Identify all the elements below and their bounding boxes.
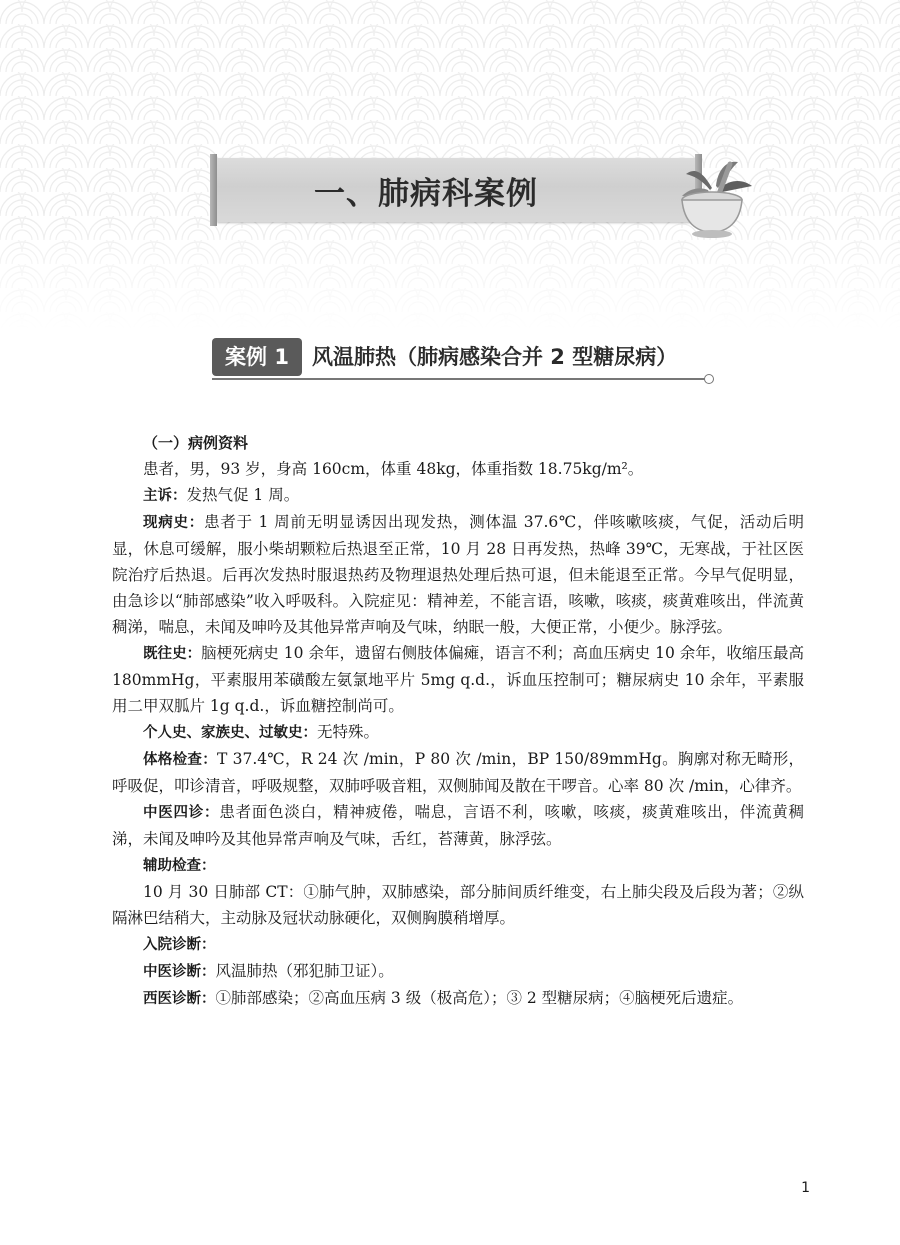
- banner-scroll-edge-left: [210, 154, 217, 226]
- page-number: 1: [801, 1180, 810, 1196]
- chief-complaint: [112, 482, 804, 509]
- past-history: [112, 640, 804, 719]
- herbal-mortar-icon: [672, 150, 762, 240]
- auxiliary-exam-heading: [112, 852, 804, 879]
- admission-diagnosis-heading: [112, 931, 804, 958]
- physical-exam: [112, 746, 804, 799]
- chief-complaint-label: 主诉：: [143, 488, 187, 504]
- past-history-label: 既往史：: [143, 646, 202, 662]
- past-history-text: 脑梗死病史 10 余年，遗留右侧肢体偏瘫，语言不利；高血压病史 10 余年，收缩压最高 180mmHg，平素服用苯磺酸左氨氯地平片 5mg q.d.，诉血压控制可；糖尿病史 10 余年，平素服用二甲双胍片 1g q.d.，诉血糖控制尚可。: [112, 644, 804, 715]
- western-diagnosis-label: 西医诊断：: [143, 991, 216, 1007]
- present-history-text: 患者于 1 周前无明显诱因出现发热，测体温 37.6℃，伴咳嗽咳痰，气促，活动后明显，休息可缓解，服小柴胡颗粒后热退至正常，10 月 28 日再发热，热峰 39℃，无寒战，于社区医院治疗后热退。后再次发热时服退热药及物理退热处理后热可退，但未能退至正常。今早气促明显，由急诊以“肺部感染”收入呼吸科。入院症见：精神差，不能言语，咳嗽，咳痰，痰黄难咳出，伴流黄稠涕，喘息，未闻及呻吟及其他异常声响及气味，纳眠一般，大便正常，小便少。脉浮弦。: [112, 513, 805, 636]
- tcm-diagnosis: [112, 958, 804, 985]
- physical-exam-label: 体格检查：: [143, 752, 218, 768]
- tcm-four-diagnosis-label: 中医四诊：: [143, 805, 220, 821]
- admission-diagnosis-label: 入院诊断：: [143, 937, 216, 953]
- personal-history-text: 无特殊。: [317, 723, 380, 741]
- case-heading: [212, 338, 712, 386]
- case-underline: [212, 378, 706, 380]
- chapter-title: 一、肺病科案例: [314, 176, 538, 212]
- chief-complaint-text: 发热气促 1 周。: [186, 486, 300, 504]
- tcm-diagnosis-label: 中医诊断：: [143, 964, 216, 980]
- section-heading: （一）病例资料: [143, 434, 249, 452]
- tcm-four-diagnosis-text: 患者面色淡白，精神疲倦，喘息，言语不利，咳嗽，咳痰，痰黄难咳出，伴流黄稠涕，未闻及呻吟及其他异常声响及气味，舌红，苔薄黄，脉浮弦。: [112, 803, 804, 848]
- chapter-banner: [217, 158, 695, 222]
- physical-exam-text: T 37.4℃，R 24 次 /min，P 80 次 /min，BP 150/89mmHg。胸廓对称无畸形，呼吸促，叩诊清音，呼吸规整，双肺呼吸音粗，双侧肺闻及散在干啰音。心率 80 次 /min，心律齐。: [112, 750, 805, 795]
- tcm-diagnosis-text: 风温肺热（邪犯肺卫证）。: [215, 962, 394, 980]
- case-underline-end-dot: [704, 374, 714, 384]
- case-title: 风温肺热（肺病感染合并 2 型糖尿病）: [312, 345, 678, 369]
- western-diagnosis-text: ①肺部感染；②高血压病 3 级（极高危）；③ 2 型糖尿病；④脑梗死后遗症。: [215, 989, 744, 1007]
- auxiliary-exam-text: 10 月 30 日肺部 CT：①肺气肿，双肺感染，部分肺间质纤维变，右上肺尖段及后段为著；②纵隔淋巴结稍大，主动脉及冠状动脉硬化，双侧胸膜稍增厚。: [112, 883, 804, 927]
- personal-history-label: 个人史、家族史、过敏史：: [143, 725, 317, 741]
- personal-history: [112, 719, 804, 746]
- tcm-four-diagnosis: [112, 799, 804, 852]
- western-diagnosis: [112, 985, 804, 1012]
- case-badge: 案例 1: [212, 338, 302, 376]
- auxiliary-exam-label: 辅助检查：: [143, 858, 216, 874]
- patient-info: 患者，男，93 岁，身高 160cm，体重 48kg，体重指数 18.75kg/m²。: [143, 460, 644, 478]
- present-history: [112, 509, 804, 640]
- case-content: [112, 430, 804, 1012]
- present-history-label: 现病史：: [143, 515, 205, 531]
